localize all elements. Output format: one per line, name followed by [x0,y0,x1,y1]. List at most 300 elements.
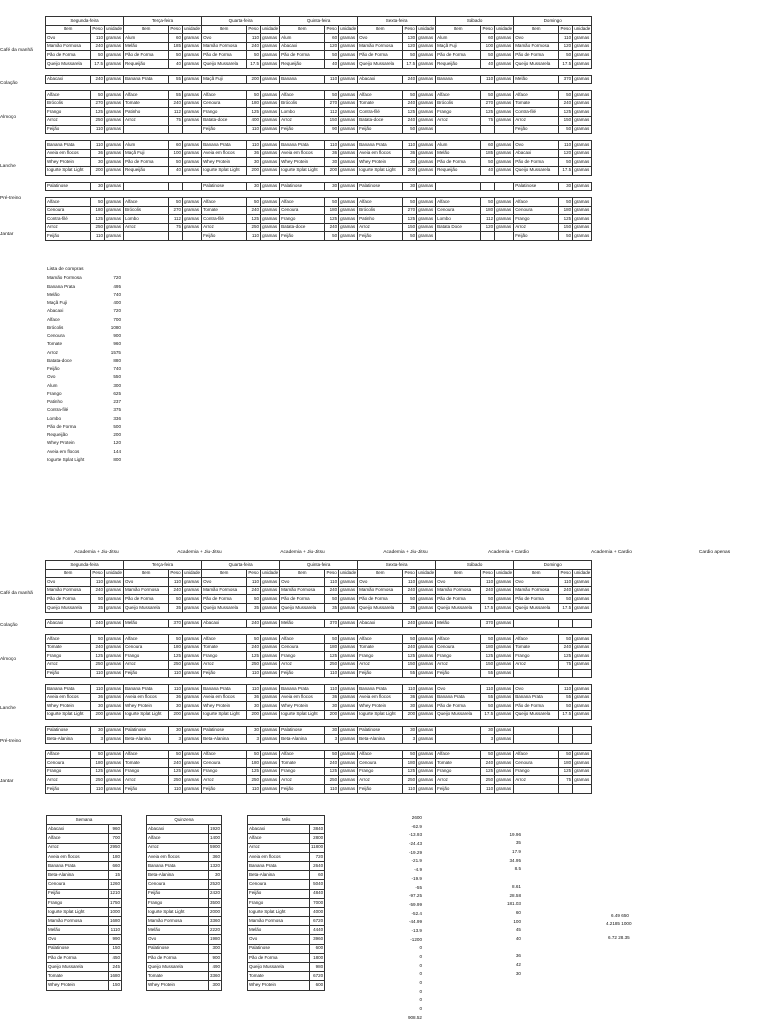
spacer-cell [261,175,280,182]
unidade-cell: gramas [261,619,280,628]
unidade-cell: gramas [573,149,592,158]
item-cell: Palatinose [124,726,169,735]
shopping-item-qty: 550 [113,374,121,380]
peso-cell: 240 [325,223,339,232]
peso-cell: 250 [325,660,339,669]
col-unidade-header: unidade [495,569,514,578]
item-cell: Ovo [280,578,325,587]
spacer-cell [183,743,202,750]
item-cell: Arroz [202,660,247,669]
unidade-cell: gramas [105,116,124,125]
peso-cell: 30 [91,158,105,167]
day-header: Sábado [436,561,514,570]
unidade-cell: gramas [495,116,514,125]
peso-cell: 240 [559,643,573,652]
spacer-cell [105,743,124,750]
peso-cell: 36 [325,693,339,702]
item-cell: Ovo [46,578,91,587]
table-row [46,710,592,719]
peso-cell: 240 [91,586,105,595]
peso-cell: 125 [403,108,417,117]
peso-cell: 125 [403,215,417,224]
total-qty: 5900 [209,843,222,852]
unidade-cell: gramas [261,669,280,678]
item-cell: Abacaxi [358,75,403,84]
item-cell: Frango [436,767,481,776]
unidade-cell: gramas [573,750,592,759]
item-cell: Iogurte Splat Light [202,710,247,719]
item-cell: Queijo Mussarela [46,59,91,68]
peso-cell: 250 [481,776,495,785]
item-cell: Banana Prata [46,141,91,150]
spacer-cell [481,175,495,182]
item-cell: Feijão [202,669,247,678]
unidade-cell: gramas [339,34,358,43]
peso-cell: 50 [169,51,183,60]
peso-cell: 36 [169,693,183,702]
table-row [47,972,122,981]
item-cell: Alface [358,635,403,644]
activity-label: Academia + Jiu-Jitsu [280,550,325,555]
table-row [46,42,592,51]
item-cell: Frango [202,767,247,776]
meal-label: Café da manhã [0,591,33,596]
table-row [147,861,222,870]
item-cell: Banana Prata [280,685,325,694]
col-item-header: Item [46,569,91,578]
loose-number: 0 [419,954,422,959]
item-cell: Frango [514,652,559,661]
total-item: Mamão Formosa [147,917,209,926]
spacer-cell [358,68,403,75]
peso-cell: 240 [403,99,417,108]
item-cell: Aveia em flocos [124,693,169,702]
peso-cell: 36 [403,149,417,158]
spacer-cell [325,678,339,685]
table-row [47,935,122,944]
col-peso-header: Peso [247,569,261,578]
item-cell: Mamão Formosa [124,586,169,595]
unidade-cell: gramas [495,158,514,167]
unidade-cell: gramas [105,669,124,678]
peso-cell: 36 [91,149,105,158]
item-cell: Alface [46,91,91,100]
loose-number: 2600 [411,815,422,820]
peso-cell: 50 [403,198,417,207]
item-cell: Tomate [280,759,325,768]
item-cell: Alface [436,198,481,207]
unidade-cell: gramas [183,42,202,51]
item-cell: Alface [46,635,91,644]
peso-cell: 30 [325,158,339,167]
peso-cell: 250 [247,223,261,232]
item-cell: Feijão [358,669,403,678]
unidade-cell: gramas [183,166,202,175]
item-cell: Alface [46,750,91,759]
unidade-cell: gramas [495,215,514,224]
spacer-cell [514,134,559,141]
item-cell: Maçã Fuji [436,42,481,51]
item-cell: Frango [514,767,559,776]
unidade-cell: gramas [339,759,358,768]
item-cell: Alface [202,635,247,644]
peso-cell: 180 [481,643,495,652]
total-qty: 4840 [310,889,325,898]
peso-cell: 370 [559,75,573,84]
item-cell: Queijo Mussarela [514,603,559,612]
peso-cell: 270 [169,206,183,215]
spacer-cell [280,191,325,198]
item-cell: Cenoura [514,759,559,768]
spacer-cell [495,84,514,91]
peso-cell: 240 [91,619,105,628]
unidade-cell [573,785,592,794]
shopping-item-name: Feijão [47,366,60,371]
spacer-cell [514,612,559,619]
misc-e: 6.72 [608,935,617,940]
unidade-cell: gramas [495,149,514,158]
spacer-cell [202,175,247,182]
peso-cell: 200 [169,710,183,719]
peso-cell: 17.5 [91,59,105,68]
table-row [147,935,222,944]
spacer-cell [280,175,325,182]
peso-cell: 110 [403,141,417,150]
unidade-cell: gramas [417,652,436,661]
loose-number: -21.9 [411,858,422,864]
peso-cell: 50 [403,635,417,644]
spacer-cell [559,134,573,141]
spacer-cell [261,68,280,75]
item-cell: Melão [280,619,325,628]
list-item [47,458,127,466]
peso-cell: 17.5 [481,710,495,719]
item-cell [436,182,481,191]
item-cell: Cenoura [436,206,481,215]
shopping-item-qty: 700 [113,316,121,322]
unidade-cell: gramas [105,578,124,587]
item-cell: Whey Protein [202,158,247,167]
peso-cell: 30 [91,726,105,735]
shopping-item-qty: 375 [113,407,121,413]
table-row [248,963,325,972]
peso-cell: 370 [169,619,183,628]
peso-cell: 250 [247,776,261,785]
peso-cell: 30 [325,702,339,711]
unidade-cell: gramas [261,759,280,768]
meal-label: Lanche [0,706,16,711]
unidade-cell: gramas [105,767,124,776]
item-cell [124,182,169,191]
item-cell: Queijo Mussarela [358,603,403,612]
peso-cell: 250 [91,660,105,669]
total-qty: 300 [209,981,222,990]
table-row [248,944,325,953]
peso-cell: 150 [325,116,339,125]
item-cell: Melão [124,42,169,51]
loose-number: -1200 [410,936,422,942]
table-row [46,669,592,678]
table-row [46,750,592,759]
table-row [46,702,592,711]
loose-number: 8.61 [512,883,521,889]
peso-cell: 180 [325,206,339,215]
item-cell: Pão de Forma [514,158,559,167]
item-cell: Frango [436,652,481,661]
unidade-cell: gramas [261,586,280,595]
item-cell: Frango [46,652,91,661]
col-unidade-header: unidade [105,25,124,34]
peso-cell: 30 [325,182,339,191]
item-cell [514,785,559,794]
table-row [248,889,325,898]
table-row [47,843,122,852]
activity-label: Academia + Jiu-Jitsu [177,550,222,555]
peso-cell: 240 [325,759,339,768]
unidade-cell: gramas [339,767,358,776]
item-cell: Alface [436,750,481,759]
peso-cell: 125 [169,767,183,776]
col-unidade-header: unidade [105,569,124,578]
peso-cell: 110 [481,785,495,794]
total-qty: 1680 [109,972,122,981]
spacer-cell [247,743,261,750]
unidade-cell: gramas [495,693,514,702]
peso-cell: 40 [169,59,183,68]
item-cell: Abacaxi [358,619,403,628]
peso-cell: 36 [325,149,339,158]
peso-cell: 40 [481,166,495,175]
total-item: Melão [47,926,109,935]
peso-cell: 17.5 [247,59,261,68]
unidade-cell: gramas [261,42,280,51]
unidade-cell: gramas [339,693,358,702]
unidade-cell: gramas [261,603,280,612]
unidade-cell [495,232,514,241]
loose-number: 0 [419,971,422,977]
unidade-cell [495,182,514,191]
spacer-cell [559,84,573,91]
shopping-item-qty: 740 [113,291,121,297]
loose-number: 28.58 [509,892,521,898]
quinzena-title: Quinzena [147,816,222,825]
table-row [248,843,325,852]
table-row [46,34,592,43]
item-cell: Mamão Formosa [514,586,559,595]
spacer-cell [183,612,202,619]
item-cell: Queijo Mussarela [202,59,247,68]
peso-cell: 125 [91,652,105,661]
unidade-cell: gramas [183,206,202,215]
day-header: Quarta-feira [202,17,280,26]
table-row [46,759,592,768]
item-cell: Palatinose [358,182,403,191]
loose-numbers-col1 [395,816,422,1025]
item-cell: Pão de Forma [202,595,247,604]
meal-label: Jantar [0,779,14,784]
total-item: Alface [147,834,209,843]
col-unidade-header: unidade [417,25,436,34]
table-row [46,141,592,150]
item-cell: Feijão [46,669,91,678]
total-qty: 180 [109,852,122,861]
peso-cell: 35 [91,603,105,612]
table-row [46,726,592,735]
peso-cell: 125 [247,215,261,224]
total-item: Abacaxi [47,825,109,834]
total-qty: 600 [310,944,325,953]
spacer-cell [514,678,559,685]
item-cell: Queijo Mussarela [436,603,481,612]
peso-cell: 180 [169,643,183,652]
item-cell: Feijão [514,125,559,134]
spacer-cell [124,134,169,141]
total-item: Tomate [248,972,310,981]
loose-number: 181.03 [506,901,521,907]
unidade-cell: gramas [339,702,358,711]
peso-cell: 50 [559,635,573,644]
peso-cell: 120 [559,149,573,158]
peso-cell: 240 [247,586,261,595]
table-row [47,880,122,889]
peso-cell: 240 [247,42,261,51]
spacer-cell [280,719,325,726]
peso-cell: 200 [403,710,417,719]
item-cell: Brócolis [124,206,169,215]
total-qty: 2520 [209,880,222,889]
item-cell: Iogurte Splat Light [280,710,325,719]
unidade-cell: gramas [105,182,124,191]
peso-cell: 50 [481,702,495,711]
unidade-cell: gramas [105,198,124,207]
peso-cell [169,182,183,191]
total-qty: 3500 [209,898,222,907]
unidade-cell: gramas [573,108,592,117]
peso-cell: 30 [247,726,261,735]
item-cell: Feijão [202,785,247,794]
unidade-cell: gramas [105,42,124,51]
peso-cell: 240 [403,619,417,628]
peso-cell: 120 [403,42,417,51]
peso-cell: 110 [169,685,183,694]
spacer-cell [247,175,261,182]
peso-cell: 50 [403,232,417,241]
unidade-cell: gramas [417,125,436,134]
unidade-cell: gramas [183,91,202,100]
spacer-cell [46,678,91,685]
peso-cell: 125 [481,767,495,776]
spacer-cell [280,612,325,619]
meal-label: Almoço [0,115,16,120]
unidade-cell: gramas [417,166,436,175]
item-cell: Ovo [46,34,91,43]
unidade-cell: gramas [183,116,202,125]
peso-cell: 240 [403,75,417,84]
spacer-cell [573,191,592,198]
peso-cell: 110 [247,232,261,241]
unidade-cell: gramas [105,59,124,68]
total-qty: 1000 [109,907,122,916]
peso-cell: 50 [403,125,417,134]
item-cell: Iogurte Splat Light [202,166,247,175]
peso-cell: 130 [403,34,417,43]
peso-cell: 125 [247,652,261,661]
unidade-cell: gramas [339,125,358,134]
item-cell: Tomate [202,206,247,215]
spacer-cell [105,612,124,619]
peso-cell: 50 [91,91,105,100]
day-header: Sexta-feira [358,561,436,570]
unidade-cell: gramas [573,635,592,644]
item-cell: Feijão [358,785,403,794]
day-header: Domingo [514,561,592,570]
item-cell: Abacaxi [46,75,91,84]
spacer-cell [247,84,261,91]
unidade-cell: gramas [339,586,358,595]
spacer-cell [91,191,105,198]
col-item-header: Item [436,569,481,578]
item-cell: Aveia em flocos [280,149,325,158]
peso-cell: 110 [559,578,573,587]
item-cell [514,619,559,628]
total-item: Iogurte Splat Light [147,907,209,916]
peso-cell: 125 [481,652,495,661]
total-qty: 1800 [310,953,325,962]
spacer-cell [417,191,436,198]
loose-number: 8.5 [514,866,521,872]
item-cell: Banana Prata [358,141,403,150]
spacer-cell [481,628,495,635]
unidade-cell: gramas [183,99,202,108]
unidade-cell: gramas [261,643,280,652]
unidade-cell: gramas [261,99,280,108]
item-cell: Frango [202,108,247,117]
item-cell: Whey Protein [202,702,247,711]
col-unidade-header: unidade [183,569,202,578]
peso-cell: 50 [559,595,573,604]
shopping-item-name: Melão [47,291,60,297]
table-row [248,917,325,926]
total-item: Queijo Mussarela [248,963,310,972]
item-cell: Alface [202,198,247,207]
table-row [47,889,122,898]
item-cell: Arroz [358,660,403,669]
loose-number: -44.99 [408,919,422,925]
loose-number: 60 [515,909,521,915]
shopping-item-qty: 720 [113,308,121,314]
total-qty: 1680 [109,917,122,926]
table-row [47,825,122,834]
total-item: Frango [248,898,310,907]
unidade-cell: gramas [105,91,124,100]
spacer-cell [105,134,124,141]
item-cell: Aveia em flocos [280,693,325,702]
item-cell: Banana Prata [46,685,91,694]
shopping-item-qty: 144 [113,448,121,454]
unidade-cell: gramas [261,595,280,604]
peso-cell: 125 [325,767,339,776]
table-row [147,825,222,834]
col-item-header: Item [514,569,559,578]
unidade-cell: gramas [573,125,592,134]
spacer-cell [573,612,592,619]
unidade-cell [183,125,202,134]
spacer-cell [46,175,91,182]
shopping-item-name: Alum [47,382,58,388]
item-cell: Frango [124,767,169,776]
unidade-cell: gramas [183,685,202,694]
shopping-item-qty: 237 [113,399,121,404]
